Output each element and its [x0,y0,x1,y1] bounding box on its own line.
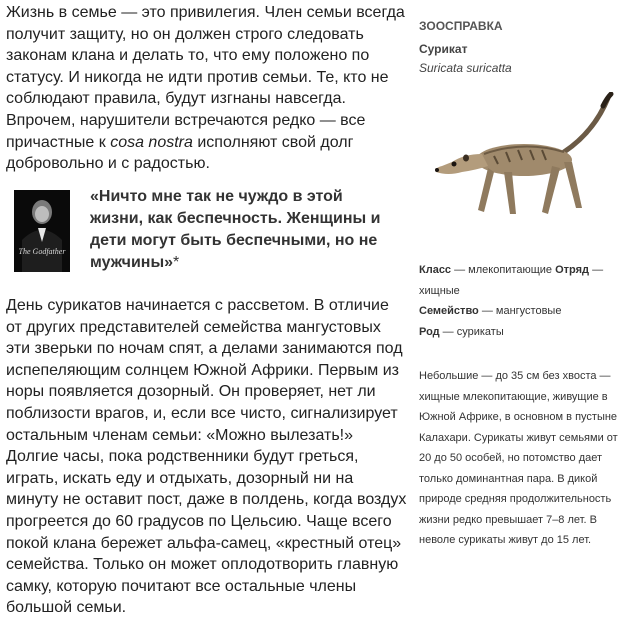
species-name: Сурикат [419,42,468,56]
meerkat-image [414,92,624,252]
family-label: Семейство [419,305,479,317]
genus-value: — сурикаты [439,325,504,338]
sidebar-heading: ЗООСПРАВКА [419,19,503,33]
paragraph-meerkat-day: День сурикатов начинается с рассветом. В отличие от других представителей семейства мангустовых эти зверьки по ночам спят, а делами занимаются под испепеляющим солнцем Южной Африки. Первым из норы появляется дозорный. Он проверяет, нет ли поблизости врагов, и, если все чисто, сигнализирует остальным членам семьи: «Можно вылезать!» Долгие часы, пока родственники будут греться, играть, искать еду и отдыхать, дозорный ни на минуту не оставит пост, даже в полдень, когда воздух прогреется до 60 градусов по Цельсию. Чаще всего покой клана бережет альфа-самец, «крестный отец» семейства. Только он может оплодотворить главную самку, которую почитают все остальные члены большой семьи. [6,297,407,617]
species-latin-name: Suricata suricatta [419,61,512,75]
godfather-poster-image [14,190,70,272]
species-facts: Небольшие — до 35 см без хвоста — хищные млекопитающие, живущие в Южной Африке, в основном в пустыне Калахари. Сурикаты живут семьями от 20 до 50 особей, но потомство дает только доминантная пара. В дикой природе средняя продолжительность жизни редко превышает 7–8 лет. В неволе сурикаты живут до 15 лет. [419,370,618,546]
poster-title: The Godfather [18,247,66,256]
paragraph-text: Жизнь в семье — это привилегия. Член семьи всегда получит защиту, но он должен строго следовать законам клана и делать то, что ему положено по статусу. И никогда не идти против семьи. Те, кто не соблюдают правила, будут изгнаны навсегда. Впрочем, нарушители встречаются редко — все причастные к [6,4,405,151]
genus-label: Род [419,325,440,338]
class-label: Класс [419,264,452,276]
family-value: — мангустовые [478,305,562,317]
quote-block [6,186,406,286]
class-value: — млекопитающие [451,264,556,276]
italic-term: cosa nostra [110,133,193,151]
article-body [6,2,407,617]
taxonomy-block [419,260,614,342]
zoo-reference-sidebar [419,18,629,77]
paragraph-family-privilege [6,2,406,175]
paragraph-text-end: исполняют свой долг добровольно и с радостью. [6,133,354,173]
quote-text [90,186,390,274]
footnote-mark: * [173,254,180,271]
quote-body: «Ничто мне так не чуждо в этой жизни, как беспечность. Женщины и дети могут быть беспечными, но не мужчины» [90,188,381,271]
order-value: — хищные [419,264,604,297]
order-label: Отряд [555,264,590,276]
